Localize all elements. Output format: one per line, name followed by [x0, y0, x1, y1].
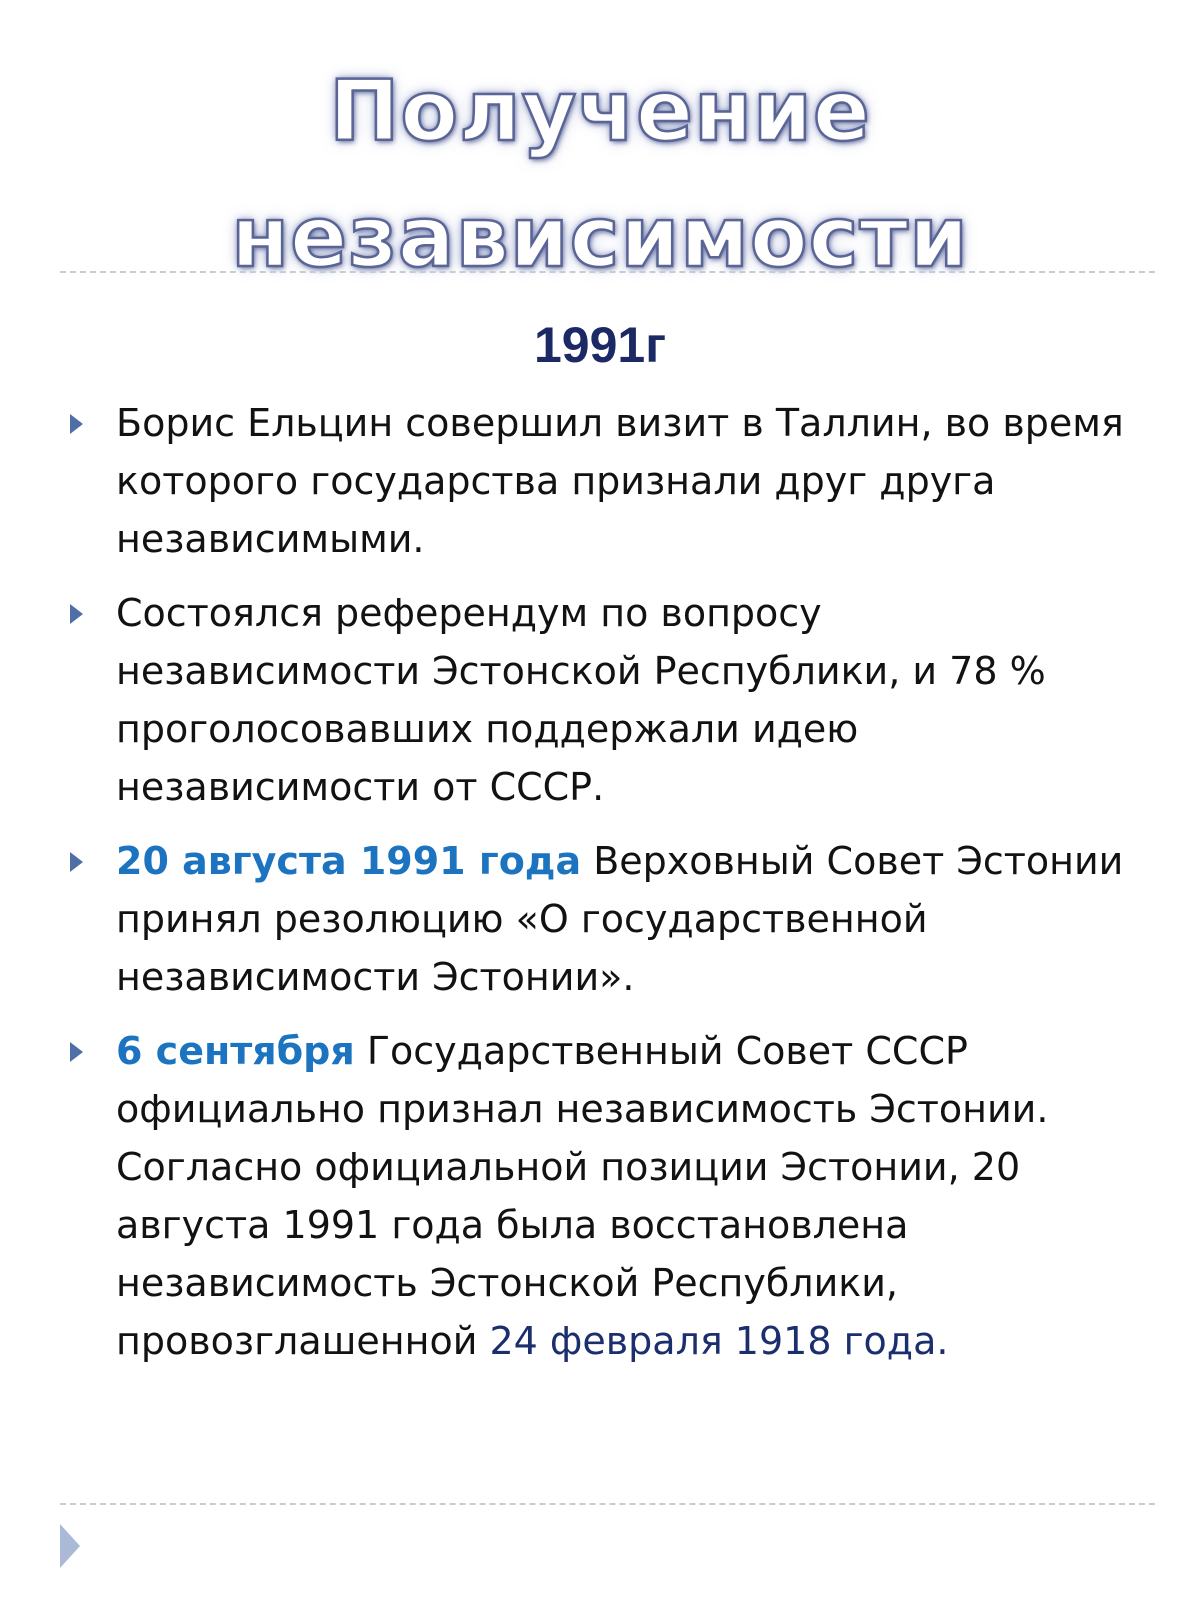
bullet-date: 6 сентября [116, 1029, 355, 1073]
bullet-text: Верховный Совет Эстонии принял резолюцию «О государственной независимости Эстонии». [116, 839, 1124, 999]
bullet-arrow-icon [70, 604, 83, 624]
bullet-arrow-icon [70, 414, 83, 434]
top-divider [60, 271, 1155, 273]
title-line-2: независимости [231, 188, 969, 286]
bullet-list [70, 394, 1130, 1386]
bottom-divider [60, 1503, 1155, 1505]
bullet-arrow-icon [70, 852, 83, 872]
bullet-highlight-date: 24 февраля 1918 года. [489, 1319, 949, 1363]
bullet-item-supreme-council [70, 832, 1130, 1006]
slide-title [0, 48, 1200, 300]
bullet-text: Состоялся референдум по вопросу независимости Эстонской Республики, и 78 % проголосовавших поддержали идею независимости от СССР. [116, 591, 1046, 809]
bullet-item-state-council [70, 1022, 1130, 1370]
title-line-1: Получение [329, 62, 871, 160]
year-heading: 1991г [533, 317, 667, 373]
footer-arrow-icon [60, 1524, 80, 1568]
bullet-date: 20 августа 1991 года [116, 839, 582, 883]
bullet-item-yeltsin-visit [70, 394, 1130, 568]
bullet-text: Государственный Совет СССР официально признал независимость Эстонии. Согласно официальной позиции Эстонии, 20 августа 1991 года была восстановлена независимость Эстонской Республики, провозглашенной [116, 1029, 1049, 1363]
bullet-text: Борис Ельцин совершил визит в Таллин, во время которого государства признали друг друга независимыми. [116, 401, 1124, 561]
bullet-arrow-icon [70, 1042, 83, 1062]
bullet-item-referendum [70, 584, 1130, 816]
